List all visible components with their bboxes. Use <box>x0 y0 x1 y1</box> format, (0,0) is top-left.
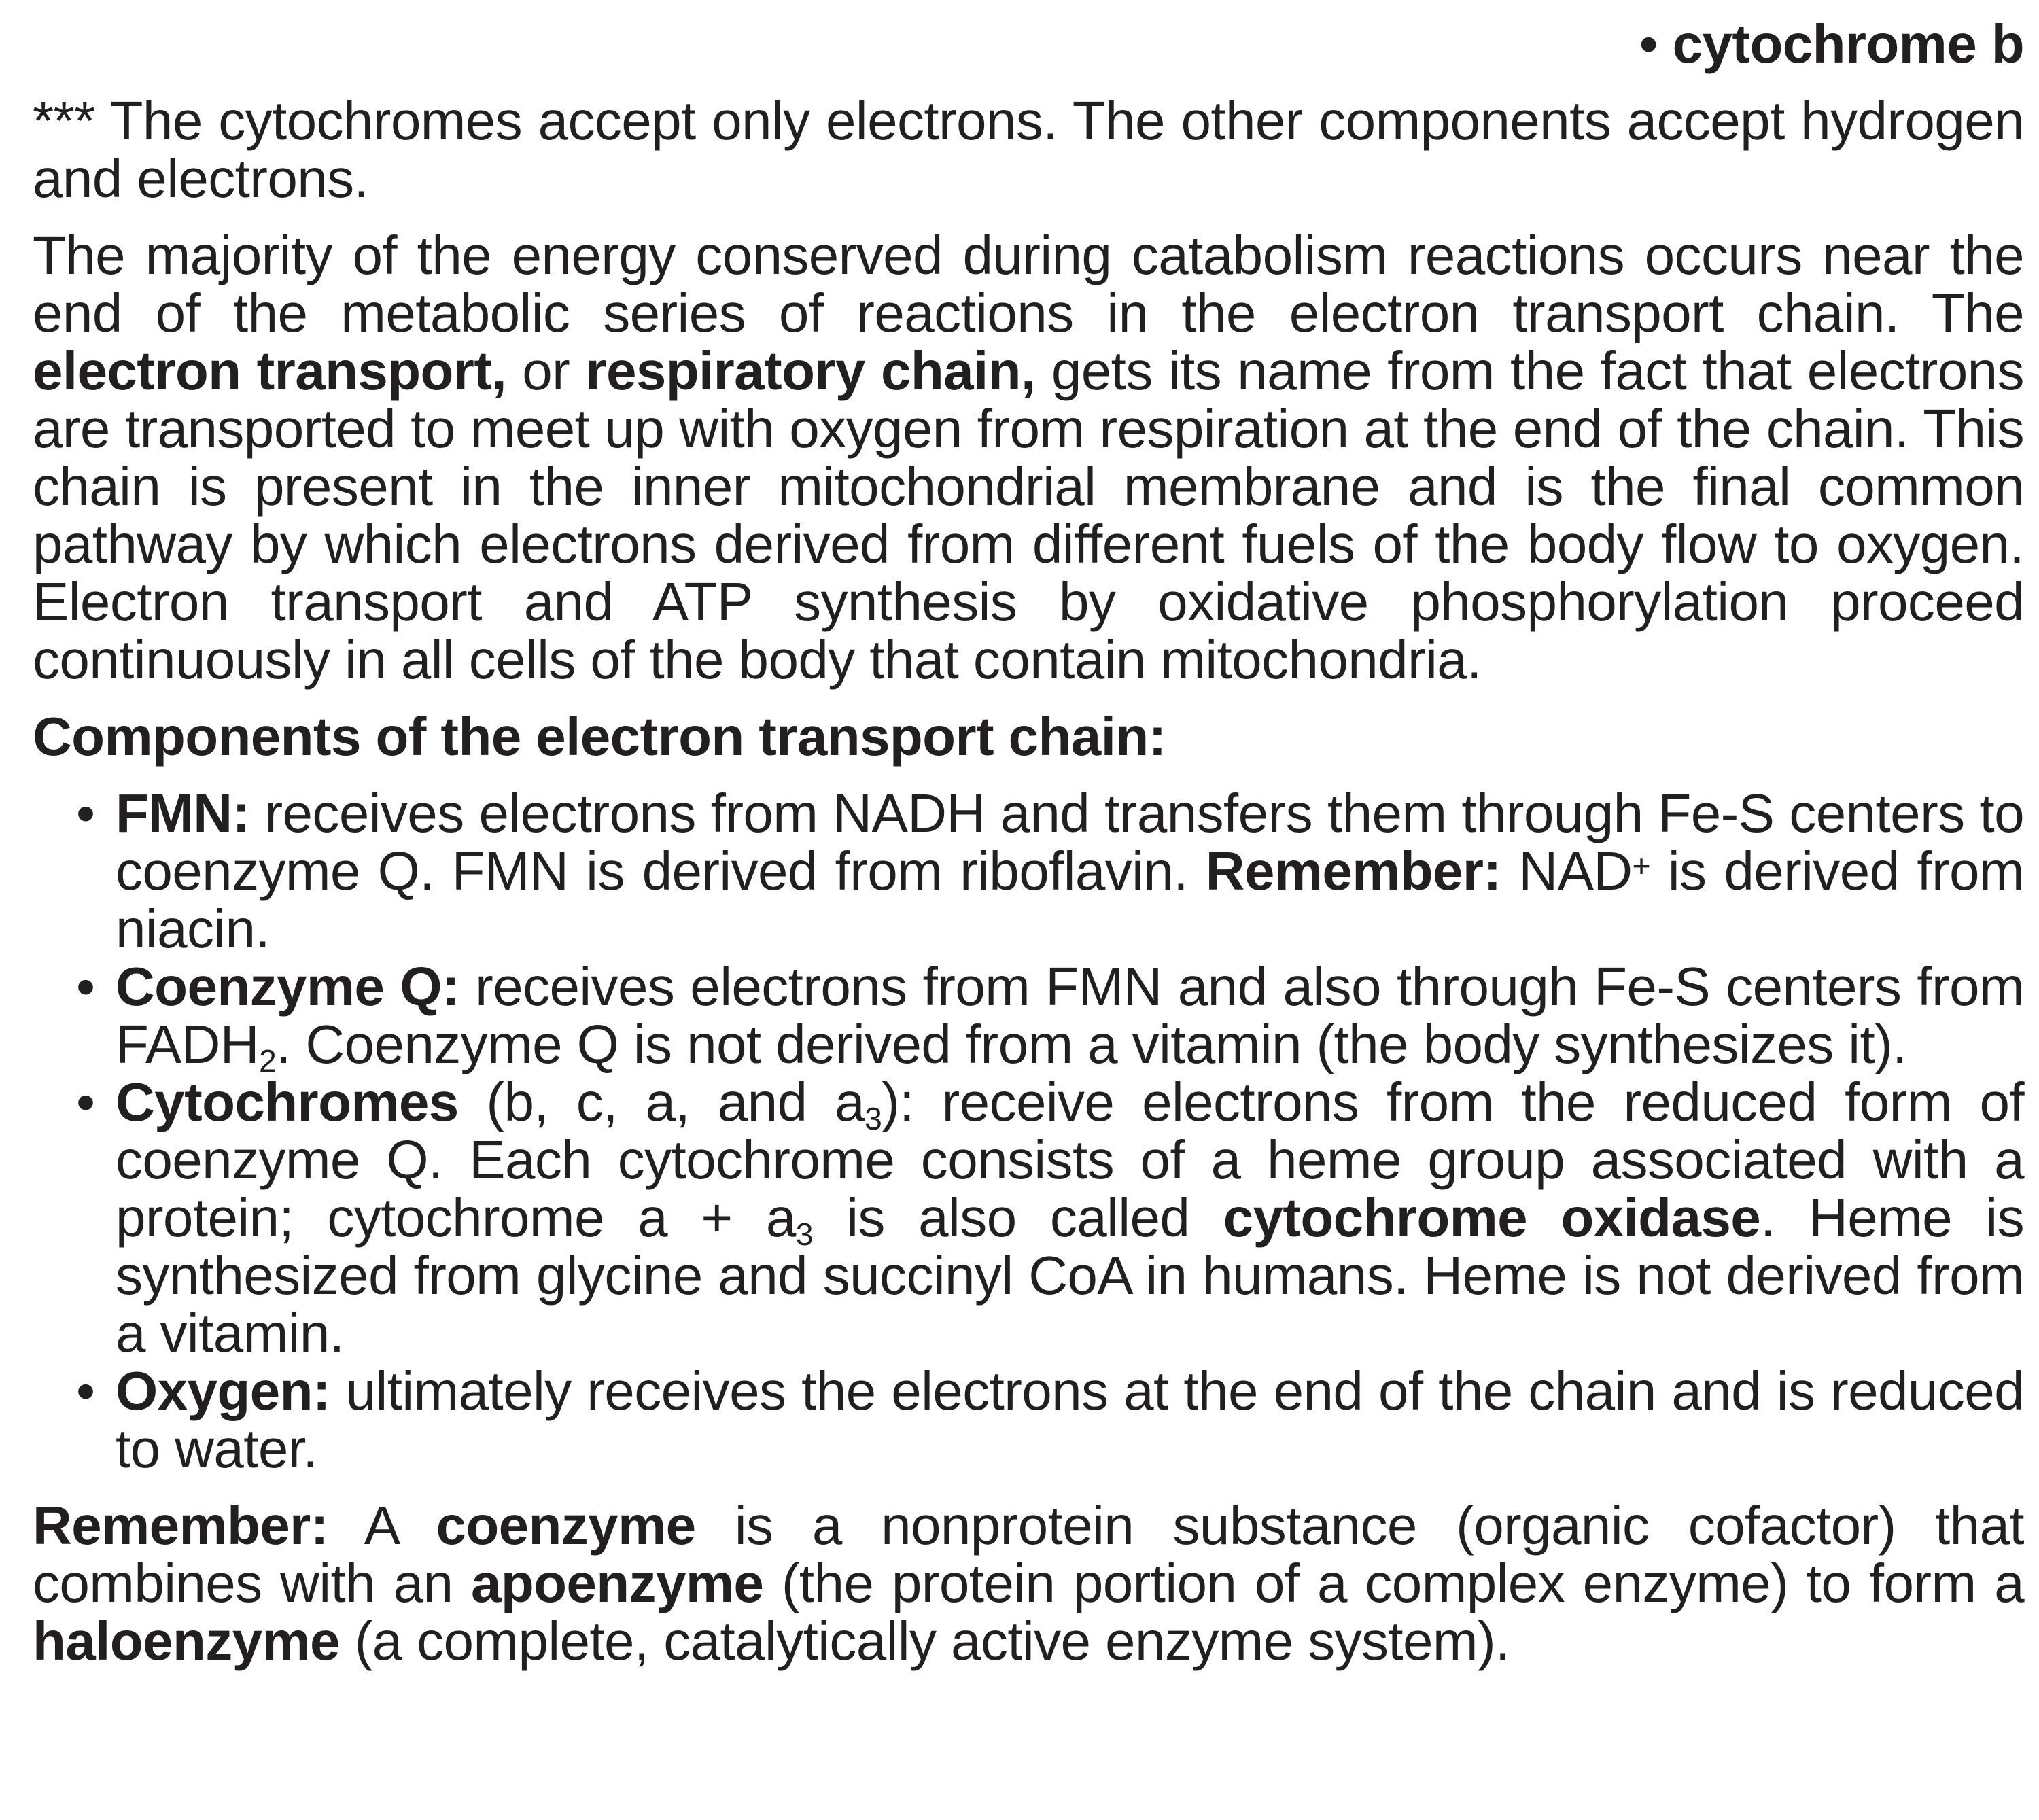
cyt-sub1: 3 <box>865 1100 882 1136</box>
term-electron-transport: electron transport, <box>33 340 506 401</box>
fmn-label: FMN: <box>116 783 250 843</box>
term-respiratory-chain: respiratory chain, <box>585 340 1036 401</box>
term-haloenzyme: haloenzyme <box>33 1611 340 1671</box>
term-coenzyme: coenzyme <box>436 1495 696 1556</box>
fmn-text2: is derived from niacin. <box>116 841 2024 959</box>
fmn-remember-label: Remember: <box>1205 841 1501 901</box>
section-heading: Components of the electron transport chain: <box>33 706 1166 767</box>
bullet: • <box>76 1072 95 1132</box>
cyt-text4: . Heme is synthesized from glycine and succinyl CoA in humans. Heme is not derived from a vitamin. <box>116 1187 2024 1363</box>
bullet: • <box>1639 14 1658 74</box>
bullet: • <box>76 783 95 843</box>
coq-label: Coenzyme Q: <box>116 956 460 1017</box>
intro-part2: gets its name from the fact that electrons are transported to meet up with oxygen from respiration at the end of the chain. This chain is present in the inner mitochondrial membrane and is the final common pathway by which electrons derived from different fuels of the body flow to oxygen. Electron transport and ATP synthesis by oxidative phosphorylation proceed continuously in all cells of the body that contain mitochondria. <box>33 340 2024 690</box>
cyt-text3: is also called <box>846 1187 1190 1248</box>
cyt-text1: (b, c, a, and a <box>486 1072 865 1132</box>
remember-text2: (the protein portion of a complex enzyme) to form a <box>781 1553 2024 1613</box>
bullet: • <box>76 1361 95 1421</box>
top-bullet-item <box>33 15 2024 73</box>
remember-paragraph <box>33 1497 2024 1670</box>
coq-text1: receives electrons from FMN and also through Fe-S centers from FADH <box>116 956 2024 1074</box>
oxygen-label: Oxygen: <box>116 1361 330 1421</box>
list-item-oxygen <box>33 1362 2024 1477</box>
remember-text3: (a complete, catalytically active enzyme system). <box>354 1611 1510 1671</box>
list-item-fmn <box>33 784 2024 958</box>
intro-or: or <box>522 340 570 401</box>
note-text: The cytochromes accept only electrons. The other components accept hydrogen and electrons. <box>33 90 2024 209</box>
term-apoenzyme: apoenzyme <box>470 1553 764 1613</box>
cytochrome-note <box>33 92 2024 207</box>
top-bullet-text: cytochrome b <box>1672 14 2024 74</box>
cyt-text2: ): receive electrons from the reduced form of coenzyme Q. Each cytochrome consists of a heme group associated with a protein; cytochrome a + a <box>116 1072 2024 1248</box>
list-item-cytochromes <box>33 1073 2024 1362</box>
intro-paragraph <box>33 226 2024 688</box>
fmn-text1: receives electrons from NADH and transfers them through Fe-S centers to coenzyme Q. FMN is derived from riboflavin. <box>116 783 2024 901</box>
intro-part1: The majority of the energy conserved during catabolism reactions occurs near the end of the metabolic series of reactions in the electron transport chain. The <box>33 225 2024 343</box>
fmn-nad: NAD <box>1518 841 1633 901</box>
cyt-oxidase: cytochrome oxidase <box>1223 1187 1761 1248</box>
components-list <box>33 784 2024 1477</box>
remember-a: A <box>364 1495 398 1556</box>
coq-sub: 2 <box>258 1043 277 1079</box>
fmn-nad-sup: + <box>1632 847 1650 883</box>
document-page <box>33 15 2024 1670</box>
bullet: • <box>76 956 95 1017</box>
remember-text1: is a nonprotein substance (organic cofactor) that combines with an <box>33 1495 2024 1613</box>
oxygen-text: ultimately receives the electrons at the end of the chain and is reduced to water. <box>116 1361 2024 1479</box>
coq-text2: . Coenzyme Q is not derived from a vitamin (the body synthesizes it). <box>276 1014 1907 1074</box>
note-stars: *** <box>33 90 95 151</box>
list-item-coenzyme-q <box>33 956 2024 1079</box>
remember-label: Remember: <box>33 1495 328 1556</box>
cyt-sub2: 3 <box>795 1216 813 1252</box>
cyt-label: Cytochromes <box>116 1072 459 1132</box>
